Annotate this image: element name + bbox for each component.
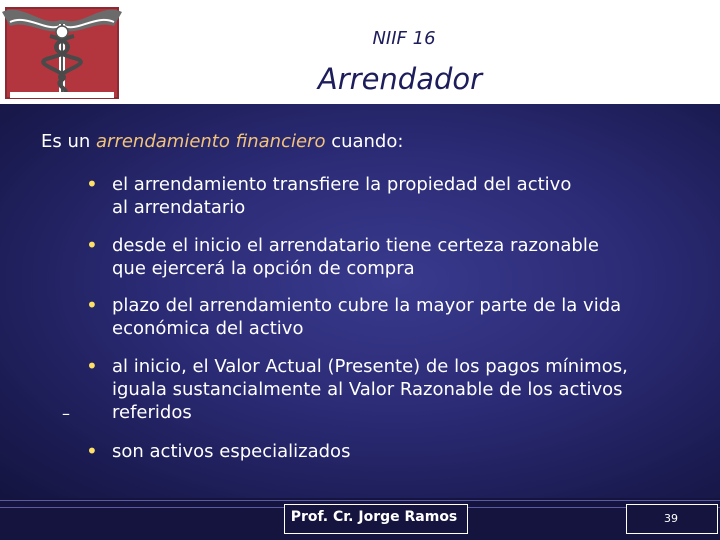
bullet-item	[86, 439, 687, 463]
bullet-text: son activos especializados	[112, 441, 351, 462]
bullet-dot-icon: •	[86, 293, 98, 317]
bullet-item	[86, 354, 687, 424]
bullet-dot-icon: •	[86, 172, 98, 196]
intro-suffix: cuando:	[325, 131, 404, 152]
bullet-item	[86, 293, 687, 340]
bullet-text: iguala sustancialmente al Valor Razonable de los activos	[112, 379, 623, 400]
bullet-dot-icon: •	[86, 354, 98, 378]
bullet-text: que ejercerá la opción de compra	[112, 258, 415, 279]
slide-title: Arrendador	[317, 62, 483, 96]
bullet-text: plazo del arrendamiento cubre la mayor parte de la vida	[112, 295, 622, 316]
bullet-dot-icon: •	[86, 233, 98, 257]
intro-prefix: Es un	[41, 131, 97, 152]
author-name: Prof. Cr. Jorge Ramos	[290, 509, 458, 525]
bullet-item	[86, 233, 687, 280]
bullet-text: el arrendamiento transfiere la propiedad del activo	[112, 174, 572, 195]
bullet-dot-icon: •	[86, 439, 98, 463]
bullet-text: desde el inicio el arrendatario tiene certeza razonable	[112, 235, 599, 256]
stray-dash: –	[62, 404, 70, 423]
bullet-text: al inicio, el Valor Actual (Presente) de los pagos mínimos,	[112, 356, 628, 377]
slide-subtitle: NIIF 16	[372, 28, 436, 49]
bullet-text: al arrendatario	[112, 197, 246, 218]
bullet-text: económica del activo	[112, 318, 304, 339]
footer-divider	[0, 500, 720, 501]
bullet-text: referidos	[112, 402, 192, 423]
page-number: 39	[664, 512, 678, 525]
bullet-item	[86, 172, 687, 219]
intro-emphasis: arrendamiento financiero	[96, 131, 326, 152]
